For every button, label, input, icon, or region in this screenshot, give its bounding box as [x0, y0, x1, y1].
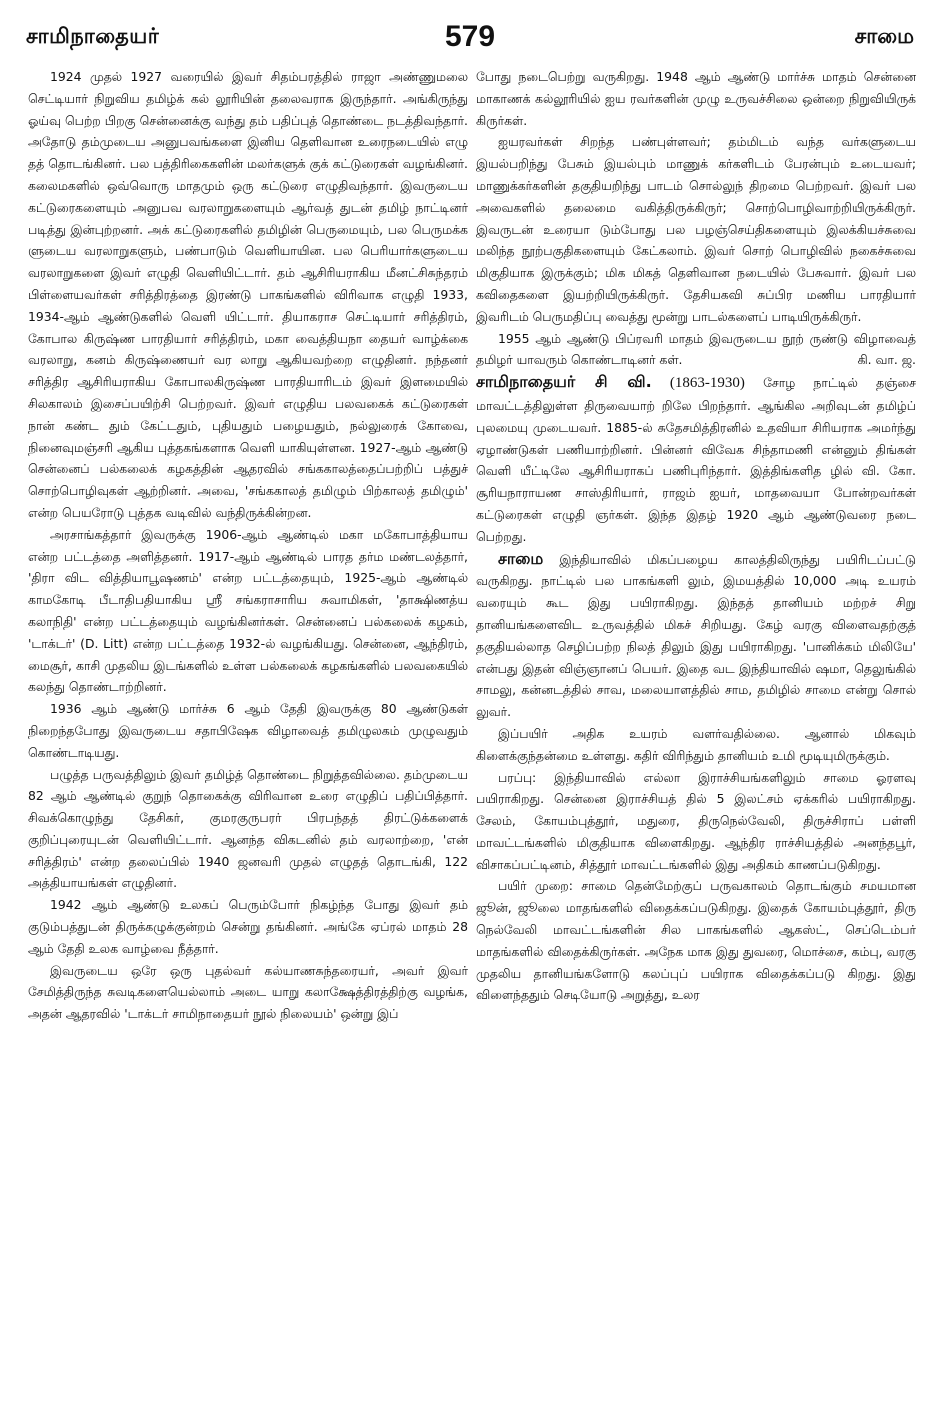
- left-column: [28, 66, 468, 1025]
- entry-headword: சாமிநாதையர் சி வி.: [476, 372, 652, 392]
- paragraph: இப்பயிர் அதிக உயரம் வளர்வதில்லை. ஆனால் மிகவும் கிளைக்குந்தன்மை உள்ளது. கதிர் விரிந்தும் தானியம் உமி மூடியுமிருக்கும்.: [476, 725, 916, 763]
- right-column: [476, 66, 916, 1006]
- entry-headword: சாமை: [498, 548, 544, 568]
- entry-text: இந்தியாவில் மிகப்பழைய காலத்திலிருந்து பயிரிடப்பட்டு வருகிறது. நாட்டில் பல பாகங்களி லும், இமயத்தில் 10,000 அடி உயரம் வரையும் கூட இது பயிராகிறது. இந்தத் தானியம் மற்றச் சிறு தானியங்களைவிட உருவத்தில் மிகச் சிறியது. கேழ் வரகு விளைவதற்குத் தகுதியல்லாத செழிப்பற்ற நிலத் திலும் இது பயிராகிறது. 'பானிக்கம் மிலியே' என்பது இதன் விஞ்ஞானப் பெயர். இதை வட இந்தியாவில் ஷமா, தெலுங்கில் சாமலு, கன்னடத்தில் சாவ, மலையாளத்தில் சாம, தமிழில் சாமை என்று சொல் லுவர்.: [476, 551, 916, 720]
- entry-samynathaiyar-cv: [476, 371, 916, 547]
- paragraph: 1942 ஆம் ஆண்டு உலகப் பெரும்போர் நிகழ்ந்த போது இவர் தம் குடும்பத்துடன் திருக்கழுக்குன்றம் சென்று தங்கினர். அங்கே ஏப்ரல் மாதம் 28 ஆம் தேதி உலக வாழ்வை நீத்தார்.: [28, 897, 468, 956]
- entry-dates: (1863-1930): [669, 375, 745, 392]
- paragraph: அரசாங்கத்தார் இவருக்கு 1906-ஆம் ஆண்டில் மகா மகோபாத்தியாய என்ற பட்டத்தை அளித்தனர். 1917-ஆம் ஆண்டில் பாரத தர்ம மண்டலத்தார், 'திரா விட வித்தியாபூஷணம்' என்ற பட்டத்தையும், 1925-ஆம் ஆண்டில் காமகோடி பீடாதிபதியாகிய ஸ்ரீ சங்கராசாரிய சுவாமிகள், 'தாக்ஷிணத்ய கலாநிதி' என்ற பட்டத்தையும் வழங்கினர்கள். சென்னைப் பல்கலைக் கழகம், 'டாக்டர்' (D. Litt) என்ற பட்டத்தை 1932-ல் வழங்கியது. சென்னை, ஆந்திரம், மைசூர், காசி முதலிய இடங்களில் உள்ள பல்கலைக் கழகங்களில் பலவகையில் கலந்து தொண்டாற்றினர்.: [28, 526, 468, 695]
- page-number: 579: [444, 20, 496, 53]
- running-head-right: சாமை: [854, 24, 914, 48]
- paragraph: ஐயரவர்கள் சிறந்த பண்புள்ளவர்; தம்மிடம் வந்த வர்களுடைய இயல்பறிந்து பேசும் இயல்பும் மாணுக் கர்களிடம் பேரன்பும் உடையவர்; மாணுக்கர்களின் தகுதியறிந்து பாடம் சொல்லுந் திறமை பெற்றவர். இவர் பல அவைகளில் தலைமை வகித்திருக்கிருர்; சொற்பொழிவாற்றியிருக்கிருர். இவருடன் உரையா டும்போது பல பழஞ்செய்திகளையும் இலக்கியச்சுவை மலிந்த நூற்பகுதிகளையும் கேட்கலாம். இவர் சொற் பொழிவில் நகைச்சுவை மிகுதியாக இருக்கும்; மிக மிகத் தெளிவான நடையில் பேசுவார். இவர் பல கவிதைகளை இயற்றியிருக்கிருர். தேசியகவி சுப்பிர மணிய பாரதியார் இவரிடம் பெருமதிப்பு வைத்து மூன்று பாடல்களைப் பாடியிருக்கிருர்.: [476, 134, 916, 324]
- paragraph: [476, 328, 916, 372]
- author-signature: கி. வா. ஜ.: [857, 352, 916, 368]
- entry-samai: [476, 548, 916, 723]
- paragraph: பழுத்த பருவத்திலும் இவர் தமிழ்த் தொண்டை நிறுத்தவில்லை. தம்முடைய 82 ஆம் ஆண்டில் குறுந் தொகைக்கு விரிவான உரை எழுதிப் பதிப்பித்தார். சிவக்கொழுந்து தேசிகர், குமரகுருபரர் பிரபந்தத் திரட்டுக்களைக் குறிப்புரையுடன் வெளியிட்டார். ஆனந்த விகடனில் தம் வரலாற்றை, 'என் சரித்திரம்' என்ற தலைப்பில் 1940 ஜனவரி முதல் எழுதத் தொடங்கி, 122 அத்தியாயங்கள் எழுதினர்.: [28, 766, 468, 891]
- paragraph: பரப்பு: இந்தியாவில் எல்லா இராச்சியங்களிலும் சாமை ஓரளவு பயிராகிறது. சென்னை இராச்சியத் தில் 5 இலட்சம் ஏக்கரில் பயிராகிறது. சேலம், கோயம்புத்தூர், மதுரை, திருநெல்வேலி, திருச்சிராப் பள்ளி மாவட்டங்களில் மிகுதியாக விளைகிறது. ஆந்திர ராச்சியத்தில் அனந்தபூர், விசாகப்பட்டினம், சித்தூர் மாவட்டங்களில் இது அதிகம் காணப்படுகிறது.: [476, 769, 916, 872]
- paragraph: 1924 முதல் 1927 வரையில் இவர் சிதம்பரத்தில் ராஜா அண்ணுமலை செட்டியார் நிறுவிய தமிழ்க் கல் லூரியின் தலைவராக இருந்தார். அங்கிருந்து ஓய்வு பெற்ற பிறகு சென்னைக்கு வந்து தம் பதிப்புத் தொண்டை நடத்திவந்தார். அதோடு தம்முடைய அனுபவங்களை இனிய தெளிவான உரைநடையில் எழு தத் தொடங்கினர். பல பத்திரிகைகளின் மலர்களுக் குக் கட்டுரைகள் வழங்கினர். கலைமகளில் ஒவ்வொரு மாதமும் ஒரு கட்டுரை எழுதிவந்தார். இவருடைய கட்டுரைகளையும் அனுபவ வரலாறுகளையும் ஆர்வத் துடன் தமிழ் நாட்டினர் படித்து இன்புற்றனர். அக் கட்டுரைகளில் தமிழின் பெருமையும், பல பெருமக்க ளுடைய வரலாறுகளும், பண்பாடும் வெளியாயின. பல பெரியார்களுடைய வரலாறுகளை இவர் எழுதி வெளியிட்டார். தம் ஆசிரியராகிய மீனட்சிசுந்தரம் பிள்ளையவர்கள் சரித்திரத்தை இரண்டு பாகங்களில் விரிவாக எழுதி 1933, 1934-ஆம் ஆண்டுகளில் வெளி யிட்டார். தியாகராச செட்டியார் சரித்திரம், கோபால கிருஷ்ண பாரதியார் சரித்திரம், மகா வைத்தியநா தையர் வாழ்க்கை வரலாறு, கனம் கிருஷ்ணையர் வர லாறு ஆகியவற்றை எழுதினர். நந்தனர் சரித்திர ஆசிரியராகிய கோபாலகிருஷ்ண பாரதியாரிடம் இவர் இளமையில் சிலகாலம் இசைப்பயிற்சி பெற்றவர். இவர் எழுதிய பலவகைக் கட்டுரைகள் நான் கண்ட தும் கேட்டதும், புதியதும் பழையதும், நல்லுரைக் கோவை, நினைவுமஞ்சரி ஆகிய புத்தகங்களாக வெளி யாகியுள்ளன. 1927-ஆம் ஆண்டு சென்னைப் பல்கலைக் கழகத்தின் ஆதரவில் சங்ககாலத்தைப்பற்றிப் பத்துச் சொற்பொழிவுகள் ஆற்றினர். அவை, 'சங்ககாலத் தமிழும் பிற்காலத் தமிழும்' என்ற பெயரோடு புத்தக வடிவில் வந்திருக்கின்றன.: [28, 69, 468, 520]
- paragraph: 1936 ஆம் ஆண்டு மார்ச்சு 6 ஆம் தேதி இவருக்கு 80 ஆண்டுகள் நிறைந்தபோது இவருடைய சதாபிஷேக விழாவைத் தமிழுலகம் முழுவதும் கொண்டாடியது.: [28, 701, 468, 760]
- paragraph: பயிர் முறை: சாமை தென்மேற்குப் பருவகாலம் தொடங்கும் சமயமான ஜூன், ஜூலை மாதங்களில் விதைக்கப்படுகிறது. இதைக் கோயம்புத்தூர், திரு நெல்வேலி மாவட்டங்களின் சில பாகங்களில் ஆகஸ்ட், செப்டெம்பர் மாதங்களில் விதைக்கிருர்கள். அநேக மாக இது துவரை, மொச்சை, கம்பு, வரகு முதலிய தானியங்களோடு கலப்புப் பயிராக விதைக்கப்படு கிறது. இது விளைந்ததும் செடியோடு அறுத்து, உலர: [476, 878, 916, 1003]
- paragraph-text: 1955 ஆம் ஆண்டு பிப்ரவரி மாதம் இவருடைய நூற் ருண்டு விழாவைத் தமிழர் யாவரும் கொண்டாடினர் கள்.: [476, 330, 916, 368]
- running-head-left: சாமிநாதையர்: [26, 24, 160, 48]
- page-header: [26, 20, 914, 60]
- paragraph-continuation: போது நடைபெற்று வருகிறது. 1948 ஆம் ஆண்டு மார்ச்சு மாதம் சென்னை மாகாணக் கல்லூரியில் ஐய ரவர்களின் முழு உருவச்சிலை ஒன்றை நிறுவியிருக் கிருர்கள்.: [476, 69, 916, 128]
- entry-text: சோழ நாட்டில் தஞ்சை மாவட்டத்திலுள்ள திருவையாற் றிலே பிறந்தார். ஆங்கில அறிவுடன் தமிழ்ப் புலமையு முடையவர். 1885-ல் சுதேசமித்திரனில் உதவியா சிரியராக அமர்ந்து ஏழாண்டுகள் பணியாற்றினர். பின்னர் விவேக சிந்தாமணி என்னும் திங்கள் வெளி யீட்டிலே ஆசிரியராகப் பணிபுரிந்தார். இத்திங்களித ழில் வி. கோ. சூரியநாராயண சாஸ்திரியார், ராஜம் ஐயர், மாதவையா போன்றவர்கள் கட்டுரைகள் எழுதி ஞர்கள். இந்த இதழ் 1920 ஆம் ஆண்டுவரை நடை பெற்றது.: [476, 375, 916, 544]
- paragraph: இவருடைய ஒரே ஒரு புதல்வர் கல்யாணசுந்தரையர், அவர் இவர் சேமித்திருந்த சுவடிகளையெல்லாம் அடை யாறு கலாக்ஷேத்திரத்திற்கு வழங்க, அதன் ஆதரவில் 'டாக்டர் சாமிநாதையர் நூல் நிலையம்' ஒன்று இப்: [28, 962, 468, 1022]
